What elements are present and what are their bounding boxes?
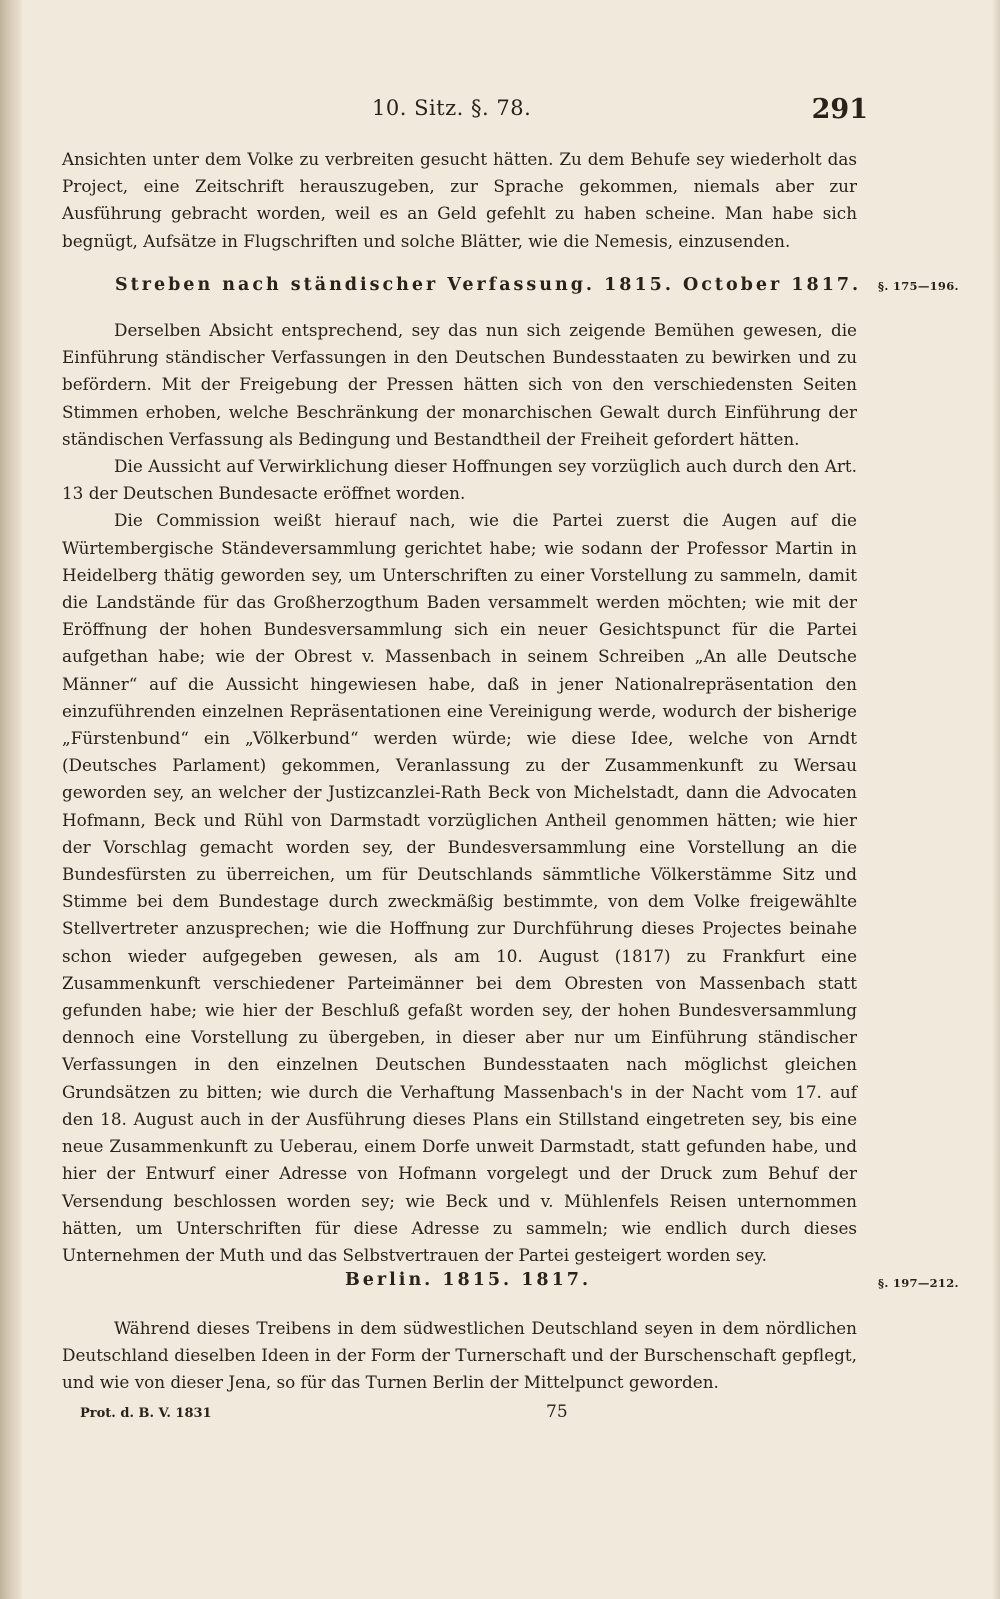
section2-body (62, 1315, 857, 1397)
margin-ref-175-196: §. 175—196. (878, 279, 959, 293)
section1-body (62, 317, 857, 1269)
running-head: 10. Sitz. §. 78. (372, 96, 532, 120)
paragraph-waehrend: Während dieses Treibens in dem südwestlichen Deutschland seyen in dem nördlichen Deutschland dieselben Ideen in der Form der Turnerschaft und der Burschenschaft gepflegt, und wie von dieser Jena, so für das Turnen Berlin der Mittelpunct geworden. (62, 1318, 857, 1393)
footer-protocol-ref: Prot. d. B. V. 1831 (80, 1406, 212, 1421)
intro-paragraph: Ansichten unter dem Volke zu verbreiten gesucht hätten. Zu dem Behufe sey wiederholt das Project, eine Zeitschrift herauszugeben, zur Sprache gekommen, niemals aber zur Ausführung gebracht worden, weil es an Geld gefehlt zu haben scheine. Man habe sich begnügt, Aufsätze in Flugschriften und solche Blätter, wie die Nemesis, einzusenden. (62, 149, 857, 251)
margin-ref-197-212: §. 197—212. (878, 1276, 959, 1290)
footer-signature-number: 75 (546, 1402, 568, 1422)
paragraph-commission: Die Commission weißt hierauf nach, wie die Partei zuerst die Augen auf die Würtembergische Ständeversammlung gerichtet habe; wie sodann der Professor Martin in Heidelberg thätig geworden sey, um Unterschriften zu einer Vorstellung zu sammeln, damit die Landstände für das Großherzogthum Baden versammelt werden möchten; wie mit der Eröffnung der hohen Bundesversammlung sich ein neuer Gesichtspunct für die Partei aufgethan habe; wie der Obrest v. Massenbach in seinem Schreiben „An alle Deutsche Männer“ auf die Aussicht hingewiesen habe, daß in jener Nationalrepräsentation den einzuführenden einzelnen Repräsentationen eine Vereinigung werde, wodurch der bisherige „Fürstenbund“ ein „Völkerbund“ werden würde; wie diese Idee, welche von Arndt (Deutsches Parlament) gekommen, Veranlassung zu der Zusammenkunft zu Wersau geworden sey, an welcher der Justizcanzlei-Rath Beck von Michelstadt, dann die Advocaten Hofmann, Beck und Rühl von Darmstadt vorzüglichen Antheil genommen hätten; wie hier der Vorschlag gemacht worden sey, der Bundesversammlung eine Vorstellung an die Bundesfürsten zu überreichen, um für Deutschlands sämmtliche Völkerstämme Sitz und Stimme bei dem Bundestage durch zweckmäßig bestimmte, von dem Volke freigewählte Stellvertreter anzusprechen; wie die Hoffnung zur Durchführung dieses Projectes beinahe schon wieder aufgegeben gewesen, als am 10. August (1817) zu Frankfurt eine Zusammenkunft verschiedener Parteimänner bei dem Obresten von Massenbach statt gefunden habe; wie hier der Beschluß gefaßt worden sey, der hohen Bundesversammlung dennoch eine Vorstellung zu übergeben, in dieser aber nur um Einführung ständischer Verfassungen in den einzelnen Deutschen Bundesstaaten nach möglichst gleichen Grundsätzen zu bitten; wie durch die Verhaftung Massenbach's in der Nacht vom 17. auf den 18. August auch in der Ausführung dieses Plans ein Stillstand eingetreten sey, bis eine neue Zusammenkunft zu Ueberau, einem Dorfe unweit Darmstadt, statt gefunden habe, und hier der Entwurf einer Adresse von Hofmann vorgelegt und der Druck zum Behuf der Versendung beschlossen worden sey; wie Beck und v. Mühlenfels Reisen unternommen hätten, um Unterschriften für diese Adresse zu sammeln; wie endlich durch dieses Unternehmen der Muth und das Selbstvertrauen der Partei gesteigert worden sey. (62, 510, 857, 1265)
intro-paragraph-block (62, 146, 857, 255)
page-right-edge (992, 0, 1000, 1599)
page-number: 291 (811, 94, 868, 125)
page-binding-edge (0, 0, 22, 1599)
page-header (62, 94, 868, 134)
paragraph-aussicht: Die Aussicht auf Verwirklichung dieser Hoffnungen sey vorzüglich auch durch den Art. 13 der Deutschen Bundesacte eröffnet worden. (62, 456, 857, 504)
section-heading-berlin: Berlin. 1815. 1817. (345, 1270, 592, 1290)
section-heading-streben: Streben nach ständischer Verfassung. 1815. October 1817. (115, 275, 862, 295)
paragraph-derselben: Derselben Absicht entsprechend, sey das nun sich zeigende Bemühen gewesen, die Einführung ständischer Verfassungen in den Deutschen Bundesstaaten zu bewirken und zu befördern. Mit der Freigebung der Pressen hätten sich von den verschiedensten Seiten Stimmen erhoben, welche Beschränkung der monarchischen Gewalt durch Einführung der ständischen Verfassung als Bedingung und Bestandtheil der Freiheit gefordert hätten. (62, 320, 857, 449)
